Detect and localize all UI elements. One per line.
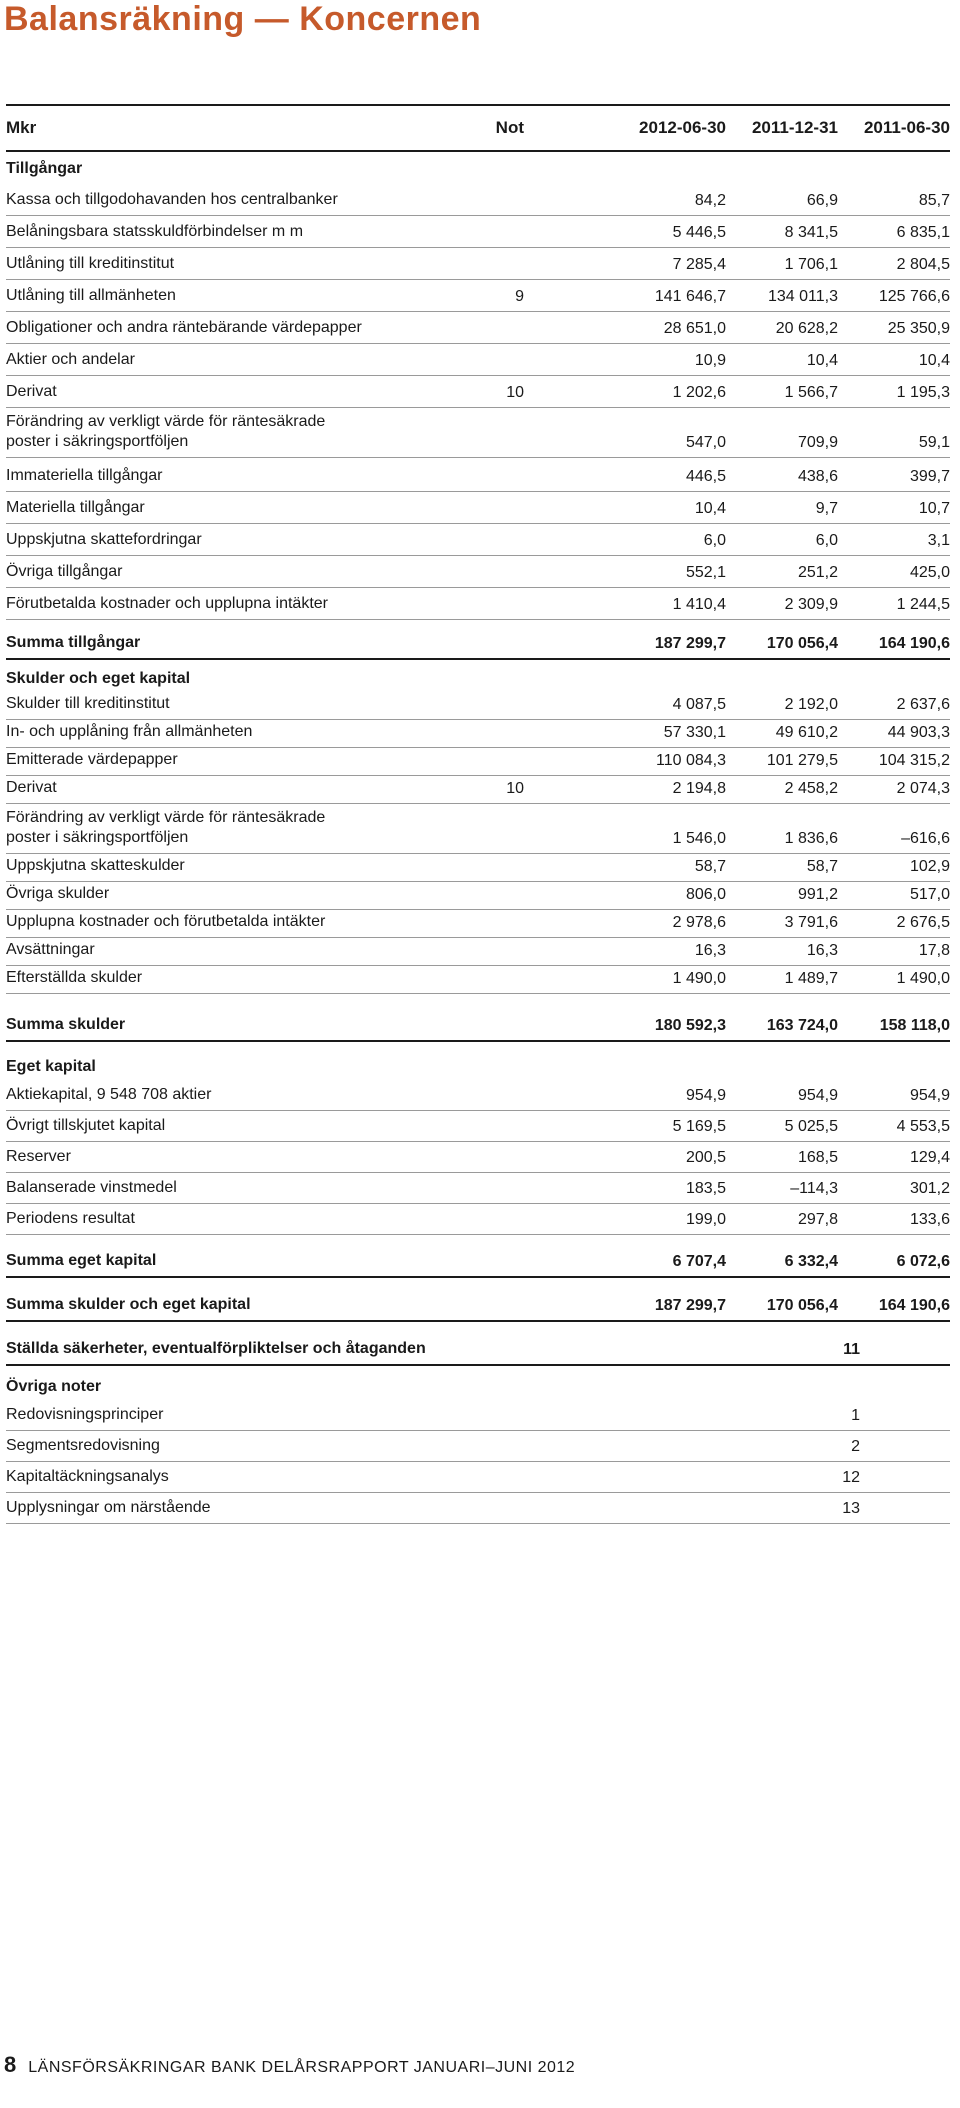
table-row [6,524,950,556]
row-label: Derivat [6,779,57,796]
row-value-2011-06-30: 129,4 [909,1149,950,1166]
row-value-2011-12-31: 49 610,2 [775,724,838,741]
table-row [6,280,950,312]
row-value-2011-12-31: 991,2 [797,886,838,903]
row-note: 13 [842,1500,860,1517]
row-value-2011-06-30: 164 190,6 [878,1297,950,1314]
table-row [6,748,950,776]
row-value-2011-06-30: 17,8 [918,942,950,959]
row-value-2012-06-30: 446,5 [685,468,726,485]
row-label-line2: poster i säkringsportföljen [6,829,189,846]
table-row [6,720,950,748]
row-note: 10 [506,384,524,401]
row-label: Aktier och andelar [6,351,135,368]
row-note: 12 [842,1469,860,1486]
table-row [6,938,950,966]
row-label: Upplysningar om närstående [6,1499,211,1516]
row-label: Aktiekapital, 9 548 708 aktier [6,1086,212,1103]
row-value-2011-06-30: 59,1 [918,434,950,451]
row-value-2011-06-30: 399,7 [909,468,950,485]
section-title-equity: Eget kapital [6,1058,96,1075]
table-row [6,556,950,588]
row-value-2011-12-31: 297,8 [797,1211,838,1228]
table-row [6,1493,950,1524]
row-value-2012-06-30: 84,2 [694,192,726,209]
row-value-2011-12-31: 9,7 [815,500,838,517]
row-value-2011-12-31: 8 341,5 [784,224,838,241]
table-row [6,882,950,910]
row-value-2011-06-30: 1 490,0 [896,970,950,987]
row-value-2011-06-30: 1 244,5 [896,596,950,613]
row-value-2011-06-30: 10,7 [918,500,950,517]
row-label: Segmentsredovisning [6,1437,160,1454]
table-row [6,910,950,938]
table-row [6,1400,950,1431]
header-col1: 2012-06-30 [639,118,726,137]
row-value-2011-06-30: 517,0 [909,886,950,903]
row-value-2011-12-31: 251,2 [797,564,838,581]
row-value-2011-12-31: 170 056,4 [766,1297,838,1314]
row-value-2011-06-30: 85,7 [918,192,950,209]
table-row [6,804,950,854]
table-row [6,376,950,408]
total-row [6,998,950,1042]
row-value-2011-12-31: 10,4 [806,352,838,369]
row-label: Uppskjutna skattefordringar [6,531,202,548]
row-value-2011-06-30: 25 350,9 [887,320,950,337]
row-value-2012-06-30: 2 978,6 [672,914,726,931]
header-col2: 2011-12-31 [751,118,838,137]
row-value-2011-12-31: 16,3 [806,942,838,959]
row-label: Upplupna kostnader och förutbetalda intäkter [6,913,326,930]
row-label: Summa skulder [6,1016,126,1033]
row-value-2012-06-30: 1 202,6 [672,384,726,401]
row-value-2011-12-31: 134 011,3 [768,288,838,305]
row-label-line2: poster i säkringsportföljen [6,433,189,450]
table-row [6,344,950,376]
section-title-assets: Tillgångar [6,160,83,177]
row-label: Obligationer och andra räntebärande värdepapper [6,319,362,336]
footer-text: LÄNSFÖRSÄKRINGAR BANK DELÅRSRAPPORT JANUARI–JUNI 2012 [28,2059,576,2076]
row-value-2012-06-30: 16,3 [694,942,726,959]
row-value-2012-06-30: 547,0 [685,434,726,451]
row-value-2011-12-31: 1 836,6 [784,830,838,847]
table-row [6,966,950,994]
row-value-2011-12-31: 709,9 [797,434,838,451]
row-note: 9 [515,288,524,305]
row-value-2011-12-31: 1 566,7 [784,384,838,401]
row-label: Utlåning till kreditinstitut [6,255,175,272]
row-label: Övriga skulder [6,885,110,902]
row-label: Skulder till kreditinstitut [6,695,170,712]
row-value-2012-06-30: 141 646,7 [654,288,726,305]
row-value-2011-06-30: 158 118,0 [879,1017,950,1034]
row-label: Redovisningsprinciper [6,1406,164,1423]
row-value-2011-06-30: 954,9 [909,1087,950,1104]
row-value-2011-06-30: –616,6 [901,830,950,847]
row-value-2011-06-30: 301,2 [909,1180,950,1197]
header-not: Not [495,118,524,137]
row-label-line1: Förändring av verkligt värde för räntesäkrade [6,413,326,430]
row-value-2011-12-31: 20 628,2 [775,320,838,337]
row-value-2012-06-30: 6,0 [703,532,726,549]
row-label: Belåningsbara statsskuldförbindelser m m [6,223,304,240]
row-label: Efterställda skulder [6,969,143,986]
total-row [6,1238,950,1278]
row-value-2012-06-30: 180 592,3 [654,1017,726,1034]
table-row [6,460,950,492]
row-value-2012-06-30: 2 194,8 [672,780,726,797]
row-value-2011-06-30: 104 315,2 [878,752,950,769]
table-row [6,1080,950,1111]
row-value-2011-12-31: 2 309,9 [784,596,838,613]
row-value-2012-06-30: 1 410,4 [672,596,726,613]
row-value-2011-12-31: 3 791,6 [784,914,838,931]
row-value-2012-06-30: 4 087,5 [672,696,726,713]
row-label: Avsättningar [6,941,95,958]
row-label: Emitterade värdepapper [6,751,178,768]
row-value-2011-12-31: 1 489,7 [784,970,838,987]
table-row [6,1431,950,1462]
row-value-2011-06-30: 102,9 [909,858,950,875]
row-value-2011-06-30: 2 804,5 [896,256,950,273]
row-value-2011-12-31: 168,5 [797,1149,838,1166]
row-label: Summa eget kapital [6,1252,157,1269]
row-label: Balanserade vinstmedel [6,1179,177,1196]
section-title-other-notes: Övriga noter [6,1378,102,1395]
table-row [6,248,950,280]
row-label: Kapitaltäckningsanalys [6,1468,169,1485]
row-value-2011-12-31: 6 332,4 [784,1253,838,1270]
row-label: Reserver [6,1148,71,1165]
header-col3: 2011-06-30 [863,118,950,137]
row-label: Utlåning till allmänheten [6,287,176,304]
row-value-2012-06-30: 7 285,4 [672,256,726,273]
row-value-2011-12-31: 170 056,4 [766,635,838,652]
row-value-2012-06-30: 28 651,0 [663,320,726,337]
row-value-2012-06-30: 199,0 [685,1211,726,1228]
row-value-2012-06-30: 6 707,4 [672,1253,726,1270]
row-label: In- och upplåning från allmänheten [6,723,253,740]
row-value-2012-06-30: 806,0 [685,886,726,903]
row-value-2011-06-30: 2 074,3 [896,780,950,797]
row-label: Ställda säkerheter, eventualförpliktelser och åtaganden [6,1340,426,1357]
row-label: Immateriella tillgångar [6,467,163,484]
section-title-liabilities: Skulder och eget kapital [6,670,191,687]
table-row [6,216,950,248]
row-value-2012-06-30: 187 299,7 [654,635,726,652]
row-value-2012-06-30: 58,7 [694,858,726,875]
row-value-2012-06-30: 1 490,0 [672,970,726,987]
row-value-2011-06-30: 4 553,5 [896,1118,950,1135]
row-value-2011-12-31: 1 706,1 [784,256,838,273]
row-value-2011-12-31: 2 458,2 [784,780,838,797]
row-value-2011-06-30: 44 903,3 [887,724,950,741]
table-row [6,692,950,720]
row-value-2012-06-30: 1 546,0 [672,830,726,847]
row-label [6,412,474,452]
row-value-2011-06-30: 6 835,1 [896,224,950,241]
row-label: Derivat [6,383,57,400]
row-label: Summa skulder och eget kapital [6,1296,251,1313]
row-value-2011-06-30: 133,6 [909,1211,950,1228]
table-header [6,104,950,152]
row-note: 11 [843,1341,860,1358]
table-row [6,776,950,804]
row-value-2011-06-30: 10,4 [918,352,950,369]
row-value-2011-12-31: 66,9 [806,192,838,209]
row-value-2012-06-30: 10,9 [694,352,726,369]
row-note: 10 [506,780,524,797]
row-value-2011-12-31: 6,0 [815,532,838,549]
page-footer [4,2052,575,2078]
row-value-2011-06-30: 125 766,6 [878,288,950,305]
row-value-2011-06-30: 2 676,5 [896,914,950,931]
row-value-2012-06-30: 187 299,7 [654,1297,726,1314]
row-value-2012-06-30: 57 330,1 [663,724,726,741]
row-value-2011-12-31: –114,3 [790,1180,838,1197]
page-number: 8 [4,2052,17,2077]
row-value-2011-06-30: 425,0 [909,564,950,581]
row-label: Summa tillgångar [6,634,141,651]
row-value-2011-06-30: 2 637,6 [896,696,950,713]
row-value-2011-12-31: 58,7 [806,858,838,875]
row-label: Materiella tillgångar [6,499,145,516]
row-value-2011-06-30: 3,1 [927,532,950,549]
row-value-2012-06-30: 552,1 [685,564,726,581]
table-row [6,312,950,344]
row-value-2011-12-31: 163 724,0 [766,1017,838,1034]
table-row [6,1142,950,1173]
row-value-2012-06-30: 10,4 [694,500,726,517]
row-note: 2 [851,1438,860,1455]
row-label: Övrigt tillskjutet kapital [6,1117,166,1134]
table-row [6,854,950,882]
table-row [6,184,950,216]
row-label: Övriga tillgångar [6,563,123,580]
row-label [6,808,474,848]
page-title: Balansräkning — Koncernen [4,0,482,38]
table-row [6,1204,950,1235]
row-label: Förutbetalda kostnader och upplupna intäkter [6,595,328,612]
row-label: Periodens resultat [6,1210,135,1227]
total-row [6,1282,950,1322]
row-value-2012-06-30: 110 084,3 [656,752,726,769]
row-value-2011-06-30: 164 190,6 [878,635,950,652]
table-row [6,1111,950,1142]
row-value-2012-06-30: 5 446,5 [672,224,726,241]
row-value-2011-06-30: 1 195,3 [896,384,950,401]
header-label: Mkr [6,118,37,137]
row-value-2012-06-30: 5 169,5 [672,1118,726,1135]
row-label-line1: Förändring av verkligt värde för räntesäkrade [6,809,326,826]
row-value-2011-12-31: 2 192,0 [784,696,838,713]
table-row [6,1462,950,1493]
row-value-2012-06-30: 954,9 [685,1087,726,1104]
table-row [6,492,950,524]
row-label: Kassa och tillgodohavanden hos centralbanker [6,191,338,208]
row-value-2011-12-31: 954,9 [797,1087,838,1104]
table-row [6,408,950,458]
total-row [6,616,950,660]
row-value-2012-06-30: 200,5 [685,1149,726,1166]
row-note: 1 [851,1407,860,1424]
total-row [6,1330,950,1366]
table-row [6,1173,950,1204]
row-value-2011-12-31: 438,6 [797,468,838,485]
row-value-2011-12-31: 101 279,5 [766,752,838,769]
row-value-2012-06-30: 183,5 [685,1180,726,1197]
row-value-2011-12-31: 5 025,5 [784,1118,838,1135]
row-value-2011-06-30: 6 072,6 [896,1253,950,1270]
row-label: Uppskjutna skatteskulder [6,857,185,874]
